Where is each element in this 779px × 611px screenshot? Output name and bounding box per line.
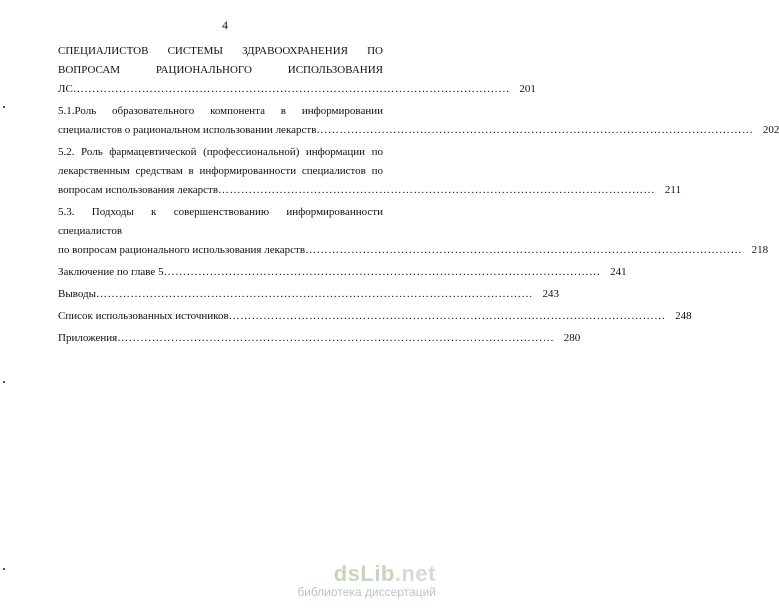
watermark-logo-main: dsLib <box>333 561 395 586</box>
toc-page-number: 218 <box>751 244 769 256</box>
leader-dots: …………………………………………………………………………………………………… <box>316 124 754 136</box>
toc-page-number: 201 <box>519 83 536 95</box>
toc-entry-text: Заключение по главе 5 <box>58 266 164 278</box>
watermark <box>297 561 436 599</box>
toc-line: ВОПРОСАМ РАЦИОНАЛЬНОГО ИСПОЛЬЗОВАНИЯ <box>58 64 383 76</box>
toc-entry-text: специалистов о рациональном использовании лекарств <box>58 124 317 136</box>
toc-line: лекарственным средствам в информированности специалистов по <box>58 165 383 177</box>
toc-entry <box>58 80 536 99</box>
toc-page-number: 280 <box>563 332 581 344</box>
toc-entry <box>58 307 692 326</box>
toc-entry <box>58 181 682 200</box>
toc-line: СПЕЦИАЛИСТОВ СИСТЕМЫ ЗДРАВООХРАНЕНИЯ ПО <box>58 45 383 57</box>
leader-dots: …………………………………………………………………………………………………… <box>163 266 601 278</box>
toc-page-number: 241 <box>610 266 627 278</box>
leader-dots: …………………………………………………………………………………………………… <box>218 184 656 196</box>
toc-entry-text: ЛС <box>58 83 73 95</box>
toc-page-number: 243 <box>542 288 560 300</box>
watermark-logo-suffix: .net <box>394 561 436 586</box>
toc-entry-text: Выводы <box>58 288 97 300</box>
leader-dots: …………………………………………………………………………………………………… <box>305 244 743 256</box>
toc-entry <box>58 329 581 348</box>
leader-dots: …………………………………………………………………………………………………… <box>117 332 555 344</box>
toc-entry <box>58 121 779 140</box>
toc-page-number: 248 <box>675 310 692 322</box>
toc-line: 5.3. Подходы к совершенствованию информированности специалистов <box>58 206 383 237</box>
toc-page-number: 211 <box>664 184 682 196</box>
page-number: 4 <box>222 18 228 32</box>
leader-dots: …………………………………………………………………………………………………… <box>96 288 534 300</box>
toc-page-number: 202 <box>762 124 779 136</box>
toc-entry-text: Список использованных источников <box>58 310 229 322</box>
toc-entry <box>58 263 627 282</box>
scan-mark <box>3 568 5 570</box>
scan-mark <box>3 381 5 383</box>
toc-entry-text: Приложения <box>58 332 118 344</box>
leader-dots: …………………………………………………………………………………………………… <box>72 83 510 95</box>
toc-line: 5.1.Роль образовательного компонента в информировании <box>58 105 383 117</box>
toc-entry-text: по вопросам рационального использования лекарств <box>58 244 306 256</box>
toc-entry-text: вопросам использования лекарств <box>58 184 219 196</box>
scan-mark <box>3 106 5 108</box>
watermark-logo <box>297 561 436 587</box>
table-of-contents <box>58 42 779 348</box>
toc-entry <box>58 285 560 304</box>
leader-dots: …………………………………………………………………………………………………… <box>228 310 666 322</box>
watermark-subtitle: библиотека диссертаций <box>297 585 436 599</box>
toc-entry <box>58 241 769 260</box>
toc-line: 5.2. Роль фармацевтической (профессиональной) информации по <box>58 146 383 158</box>
